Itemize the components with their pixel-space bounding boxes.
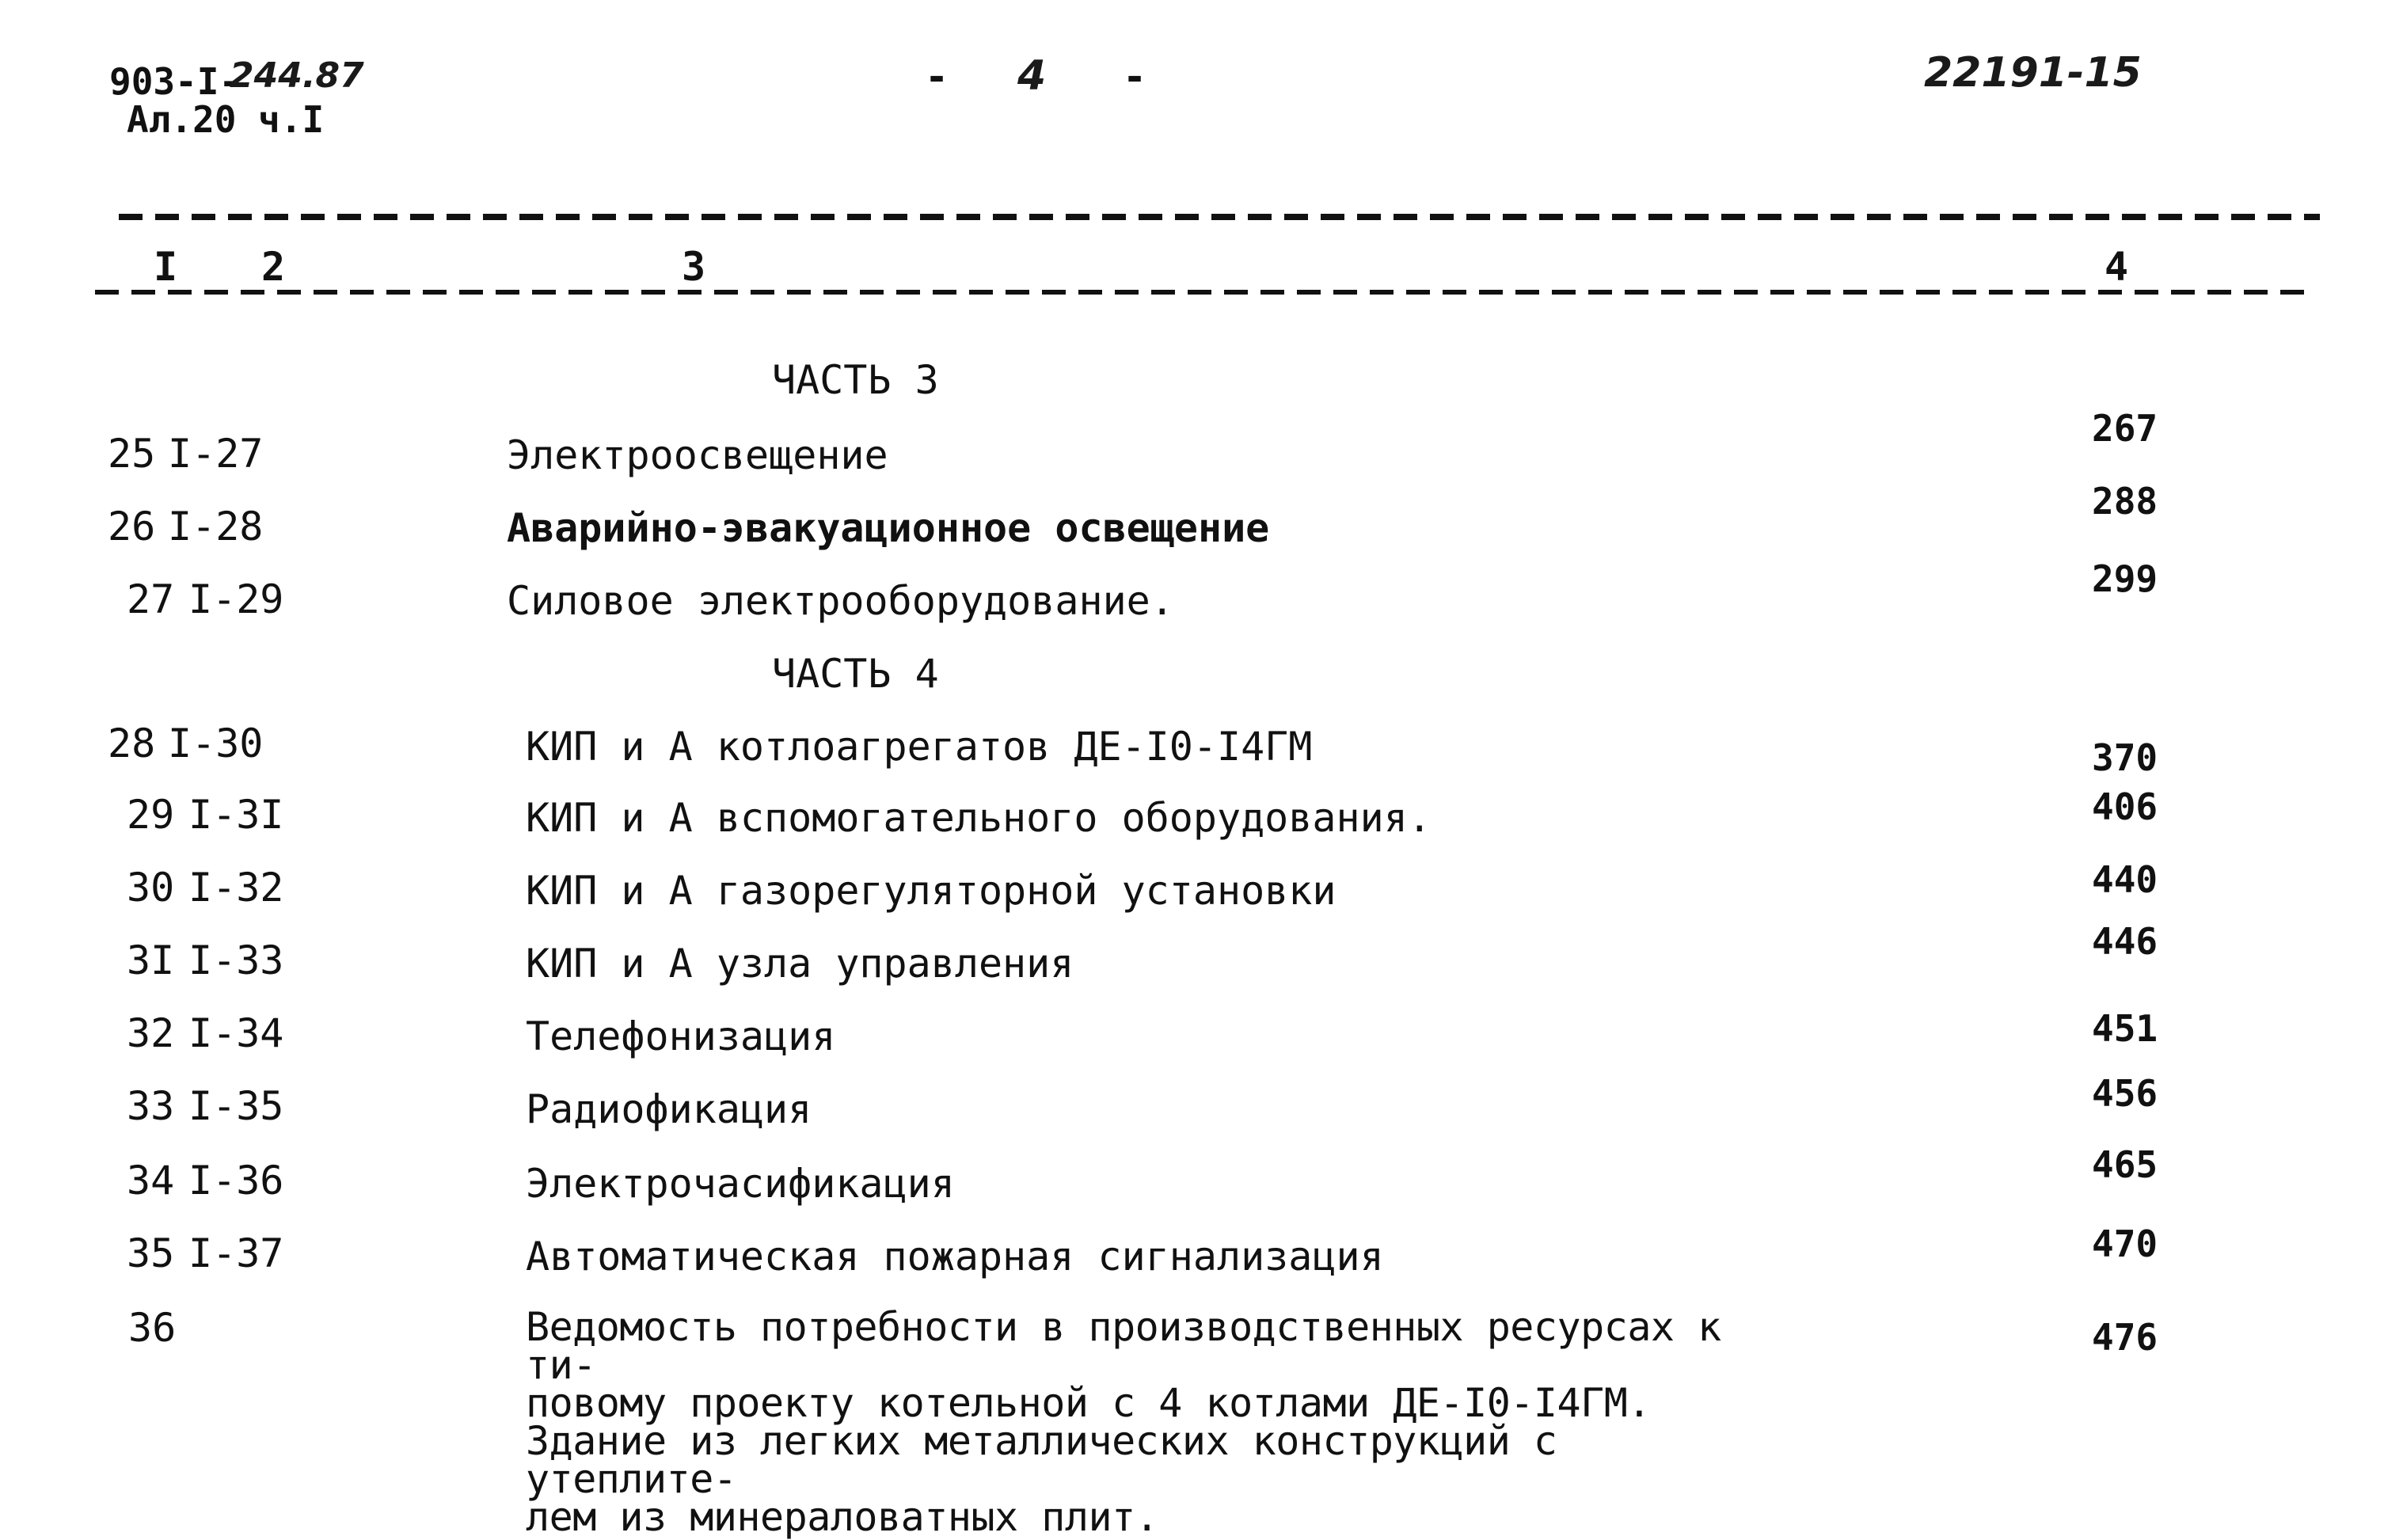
row-page: 456 [2092, 1072, 2158, 1115]
row-description: КИП и А котлоагрегатов ДЕ-I0-I4ГМ [526, 724, 1313, 770]
row-page: 476 [2092, 1316, 2158, 1359]
row-number: 28 [108, 721, 156, 766]
row-description: Электроосвещение [507, 432, 888, 478]
row-code: I-37 [188, 1230, 284, 1276]
row-description: Электрочасификация [526, 1161, 955, 1207]
row-code: I-29 [188, 576, 284, 622]
document-code-handwritten: 244.87 [230, 55, 364, 96]
row-description: Радиофикация [526, 1086, 812, 1132]
row-page: 406 [2092, 785, 2158, 828]
row-description: Силовое электрооборудование. [507, 578, 1174, 624]
row-code: I-3I [188, 792, 284, 838]
row-page: 451 [2092, 1007, 2158, 1050]
row-description: КИП и А узла управления [526, 941, 1074, 987]
row-code: I-36 [188, 1158, 284, 1203]
row-number: 26 [108, 504, 156, 549]
row-code: I-27 [168, 431, 264, 477]
column-header-3: 3 [677, 247, 710, 287]
row-number: 35 [127, 1230, 175, 1276]
row-page: 446 [2092, 920, 2158, 963]
column-header-4: 4 [2100, 247, 2133, 287]
row-code: I-35 [188, 1083, 284, 1129]
row-page: 370 [2092, 736, 2158, 779]
column-header-2: 2 [257, 247, 290, 287]
row-number: 30 [127, 865, 175, 911]
row-code: I-33 [188, 937, 284, 983]
page-marker-left: - [925, 54, 949, 100]
album-line: Ал.20 ч.I [127, 98, 325, 141]
row-description: Телефонизация [526, 1013, 836, 1059]
row-code: I-28 [168, 504, 264, 549]
header-top-rule [119, 214, 2320, 220]
row-page: 470 [2092, 1222, 2158, 1265]
column-header-1: I [149, 247, 182, 287]
sheet-reference: 22191-15 [1924, 49, 2142, 97]
row-number: 33 [127, 1083, 175, 1129]
row-code: I-34 [188, 1010, 284, 1056]
row-page: 288 [2092, 480, 2158, 523]
row-description: Ведомость потребности в производственных ресурсах к ти- повому проекту котельной с 4 котлами ДЕ-I0-I4ГМ. Здание из легких металлических конструкций с утеплите- лем из минераловатных плит. [526, 1304, 1721, 1540]
document-code: 903-I- [109, 60, 241, 103]
row-number: 32 [127, 1010, 175, 1056]
row-code: I-32 [188, 865, 284, 911]
row-number: 3I [127, 937, 175, 983]
row-description: Аварийно-эвакуационное освещение [507, 505, 1270, 551]
header-bottom-rule [95, 290, 2304, 295]
row-number: 36 [128, 1305, 177, 1351]
section-title: ЧАСТЬ 4 [772, 651, 939, 697]
page-marker-right: - [1123, 54, 1147, 100]
row-description: КИП и А газорегуляторной установки [526, 868, 1336, 914]
row-page: 267 [2092, 407, 2158, 450]
row-number: 34 [127, 1158, 175, 1203]
row-number: 27 [127, 576, 175, 622]
row-number: 25 [108, 431, 156, 477]
row-page: 440 [2092, 858, 2158, 901]
section-title: ЧАСТЬ 3 [772, 357, 939, 403]
row-number: 29 [127, 792, 175, 838]
row-description: КИП и А вспомогательного оборудования. [526, 795, 1432, 841]
row-description: Автоматическая пожарная сигнализация [526, 1234, 1384, 1280]
page-number: 4 [1017, 52, 1047, 100]
row-page: 465 [2092, 1143, 2158, 1186]
row-code: I-30 [168, 721, 264, 766]
row-page: 299 [2092, 557, 2158, 600]
